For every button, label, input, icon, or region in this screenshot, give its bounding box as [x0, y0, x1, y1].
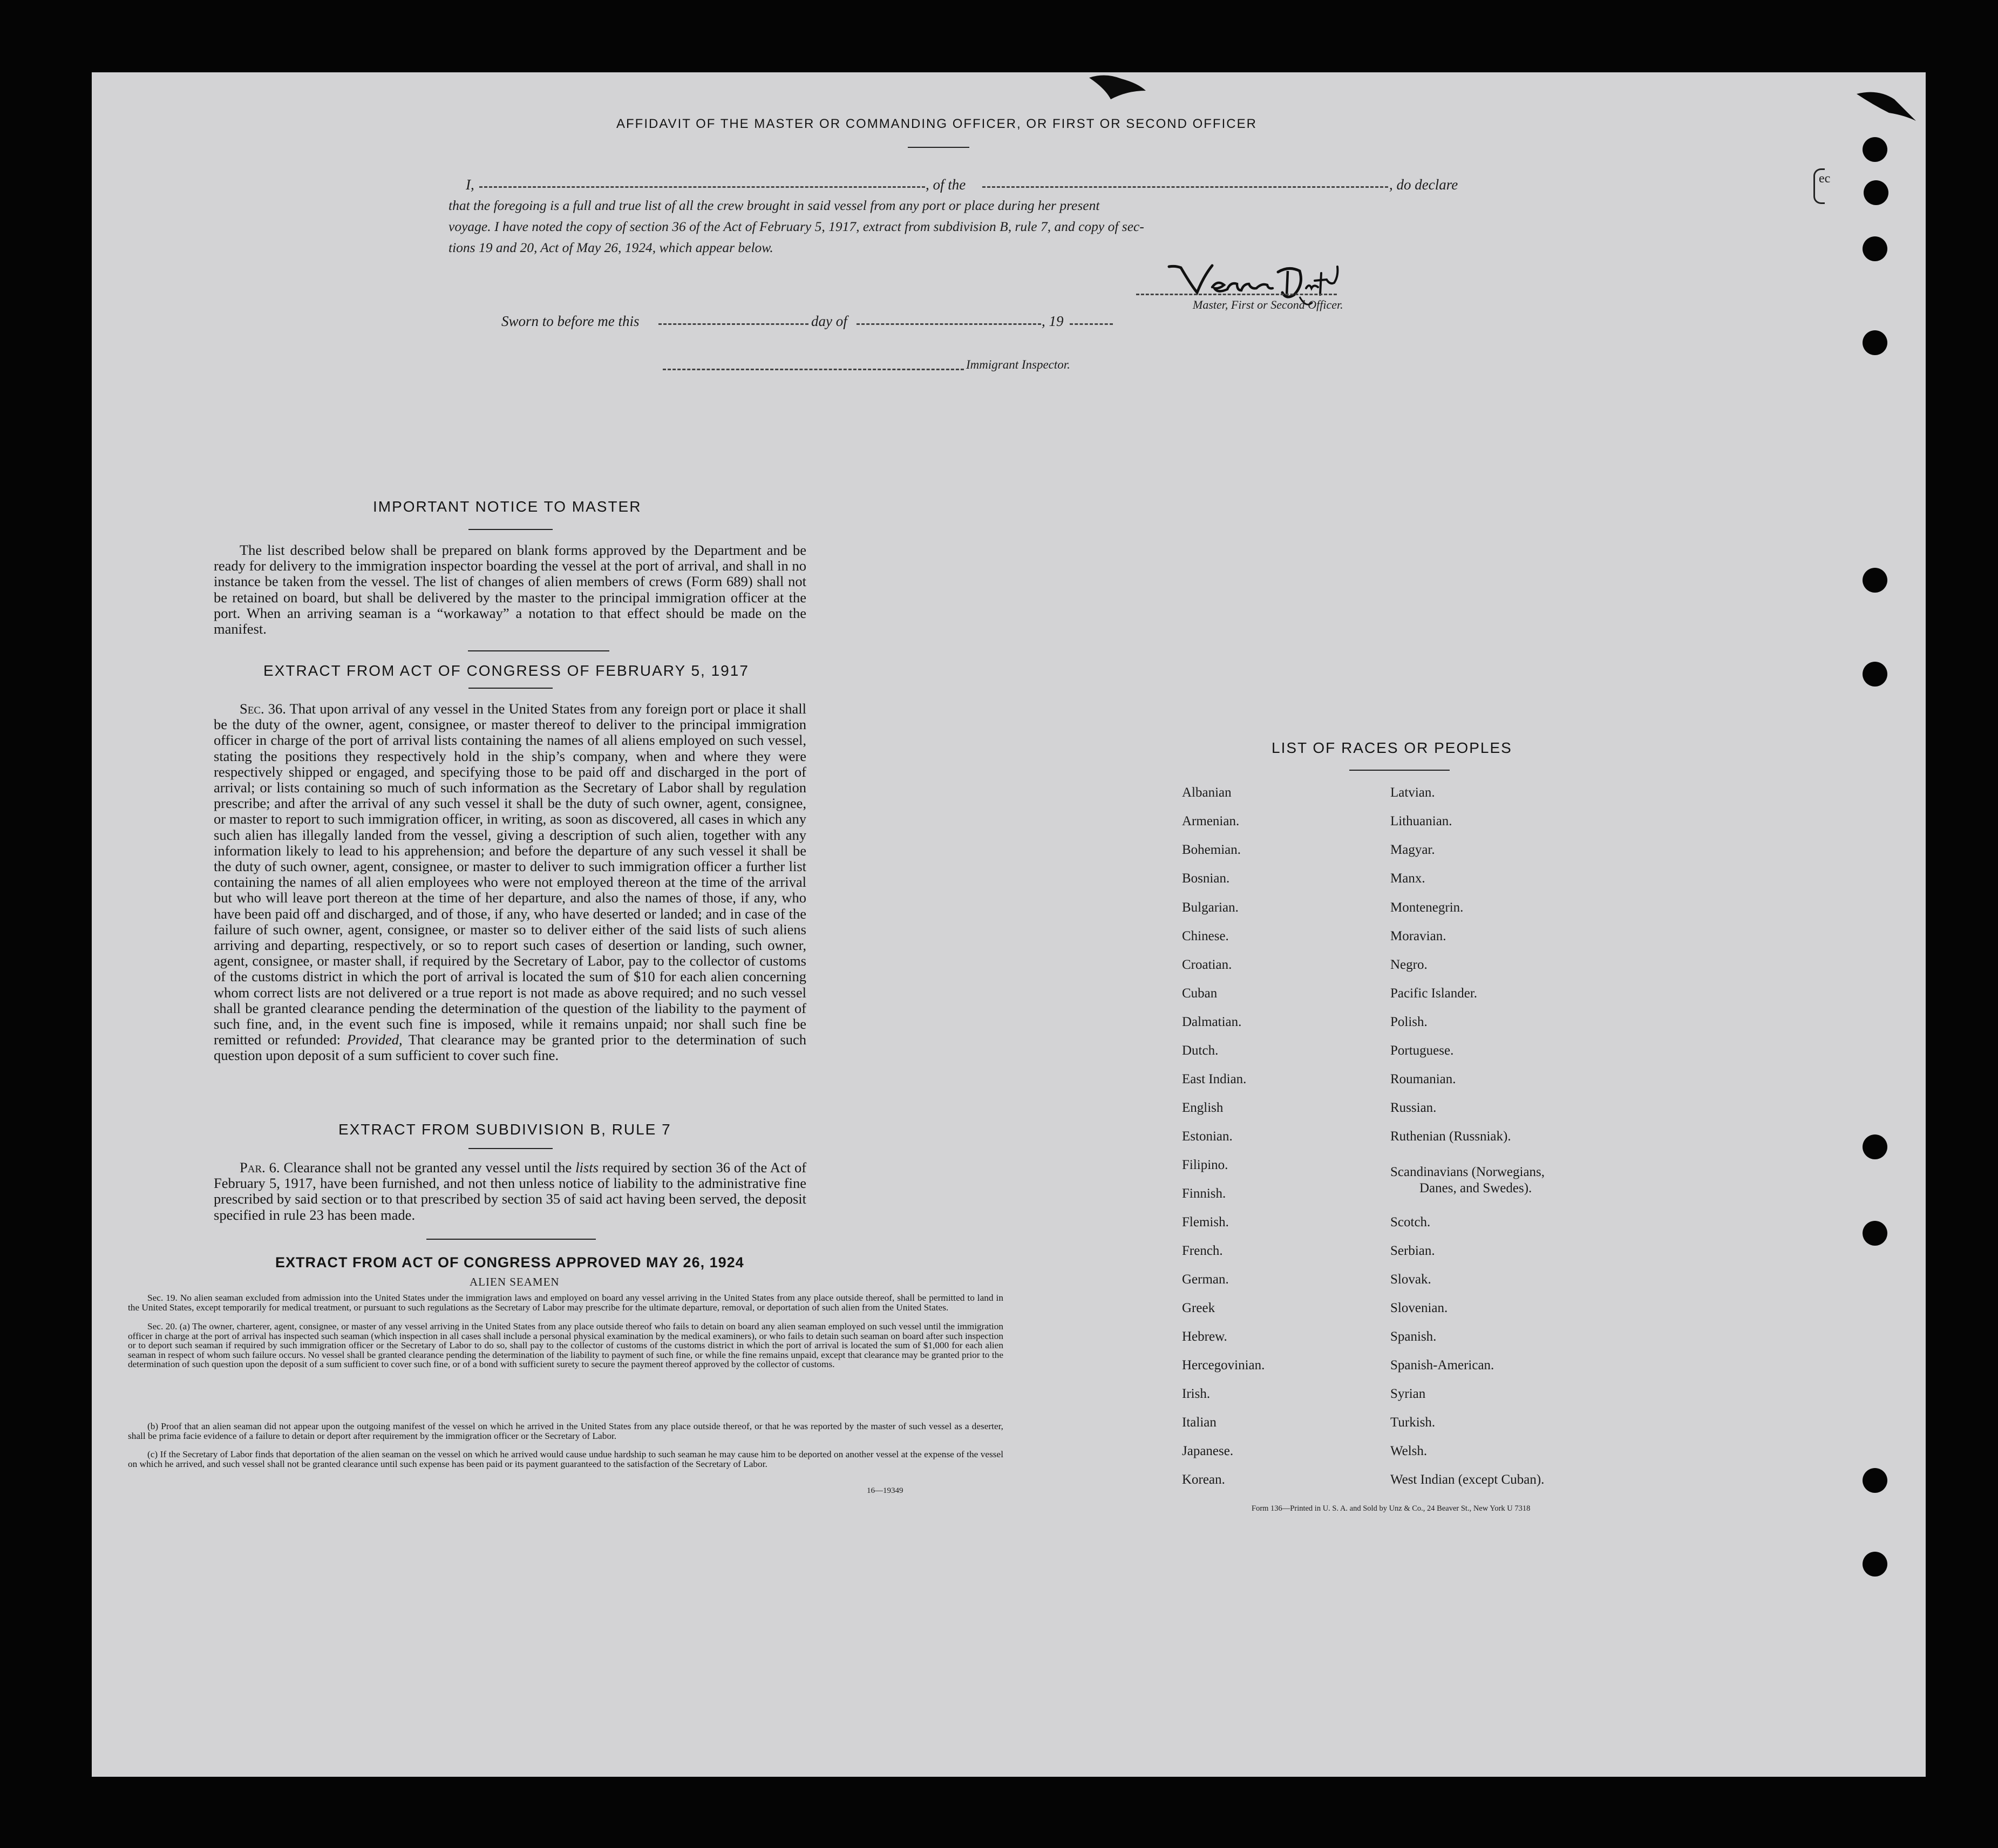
race-item: Filipino. — [1182, 1158, 1228, 1172]
race-item: Scotch. — [1390, 1215, 1431, 1229]
race-item: Spanish. — [1390, 1329, 1437, 1344]
race-item: Italian — [1182, 1415, 1217, 1430]
vessel-label: , of the — [926, 176, 966, 193]
race-item: Flemish. — [1182, 1215, 1229, 1229]
section-20a-text: Sec. 20. (a) The owner, charterer, agent, consignee, or master of any vessel arriving in the United States from any place outside thereof who fails to detain on board any alien seaman employed on such vessel until the immigration officer in charge at the port of arrival has inspected such seaman (which inspection in all cases shall include a personal physical examination by the medical examiners), or who fails to detain such seaman on board after such inspection or to deport such seaman if required by such immigration officer or the Secretary of Labor to do so, shall pay to the collector of customs of the customs district in which the port of arrival is located the sum of $1,000 for each alien seaman in respect of whom such failure occurs. No vessel shall be granted clearance pending the determination of the liability to payment of such fine, or while the fine remains unpaid, except that clearance may be granted prior to the determination of such question upon the deposit of a sum sufficient to cover such fine, or of a bond with sufficient surety to secure the payment thereof approved by the collector of customs. — [128, 1321, 1003, 1369]
race-item: Japanese. — [1182, 1444, 1234, 1458]
printer-footer: Form 136—Printed in U. S. A. and Sold by Unz & Co., 24 Beaver St., New York U 7318 — [1252, 1504, 1531, 1513]
document-page — [92, 72, 1926, 1777]
race-item: Syrian — [1390, 1387, 1426, 1401]
declarant-name-field — [479, 186, 925, 188]
declare-label: , do declare — [1389, 176, 1458, 193]
signature-caption: Master, First or Second Officer. — [1193, 298, 1343, 311]
punch-hole — [1863, 662, 1887, 687]
race-item: Hebrew. — [1182, 1329, 1227, 1344]
form-code: 16—19349 — [867, 1486, 903, 1495]
race-item: French. — [1182, 1244, 1223, 1258]
race-item: East Indian. — [1182, 1072, 1247, 1086]
race-item: Albanian — [1182, 785, 1232, 800]
race-item: German. — [1182, 1272, 1229, 1287]
race-item: Korean. — [1182, 1472, 1225, 1487]
race-item: Lithuanian. — [1390, 814, 1452, 828]
race-item: Danes, and Swedes). — [1419, 1181, 1532, 1195]
notice-end-rule — [468, 650, 609, 651]
race-item: Polish. — [1390, 1015, 1428, 1029]
races-title: LIST OF RACES OR PEOPLES — [1272, 739, 1512, 756]
extract-1917-title: EXTRACT FROM ACT OF CONGRESS OF FEBRUARY 5, 1917 — [263, 662, 749, 679]
race-item: Roumanian. — [1390, 1072, 1456, 1086]
race-item: Montenegrin. — [1390, 900, 1464, 915]
punch-hole — [1863, 568, 1887, 593]
bracket-mark — [1813, 168, 1825, 204]
declarant-label: I, — [466, 176, 474, 193]
race-item: Moravian. — [1390, 929, 1446, 943]
notice-title: IMPORTANT NOTICE TO MASTER — [373, 498, 642, 515]
sworn-label: Sworn to before me this — [501, 313, 640, 329]
signature-line — [1136, 294, 1337, 295]
punch-hole — [1863, 236, 1887, 261]
race-item: Bulgarian. — [1182, 900, 1239, 915]
affidavit-title-rule — [908, 147, 969, 148]
punch-hole — [1863, 1134, 1887, 1159]
torn-corner-mark — [1857, 89, 1921, 126]
race-item: Turkish. — [1390, 1415, 1436, 1430]
extract-1924-title: EXTRACT FROM ACT OF CONGRESS APPROVED MAY 26, 1924 — [275, 1254, 744, 1270]
race-item: Estonian. — [1182, 1129, 1233, 1144]
section-20b-text: (b) Proof that an alien seaman did not appear upon the outgoing manifest of the vessel on which he arrived in the United States from any place outside thereof, or that he was reported by the master of such vessel as a deserter, shall be prima facie evidence of a failure to detain or deport after requirement by the immigration officer or the Secretary of Labor. — [128, 1421, 1003, 1441]
race-item: Latvian. — [1390, 785, 1435, 800]
race-item: Magyar. — [1390, 843, 1435, 857]
sworn-day-field — [658, 323, 808, 325]
race-item: Armenian. — [1182, 814, 1240, 828]
punch-hole — [1863, 1552, 1887, 1577]
race-item: Russian. — [1390, 1100, 1437, 1115]
race-item: Chinese. — [1182, 929, 1229, 943]
day-of-label: day of — [811, 313, 847, 329]
race-item: Slovenian. — [1390, 1301, 1448, 1315]
race-item: West Indian (except Cuban). — [1390, 1472, 1545, 1487]
punch-hole — [1863, 137, 1887, 162]
race-item: Welsh. — [1390, 1444, 1428, 1458]
rule-7-text: Par. 6. Clearance shall not be granted any vessel until the lists required by section 36 of the Act of February 5, 1917, have been furnished, and not then unless notice of liability to the administrative fine prescribed by said section or to that prescribed by section 35 of said act having been served, the deposit specified in rule 23 has been made. — [214, 1159, 807, 1223]
races-title-rule — [1349, 770, 1450, 771]
affidavit-title: AFFIDAVIT OF THE MASTER OR COMMANDING OFFICER, OR FIRST OR SECOND OFFICER — [616, 117, 1257, 131]
inspector-caption: Immigrant Inspector. — [966, 358, 1070, 371]
race-item: Serbian. — [1390, 1244, 1435, 1258]
race-item: Slovak. — [1390, 1272, 1431, 1287]
race-item: Cuban — [1182, 986, 1218, 1001]
race-item: Manx. — [1390, 871, 1425, 886]
notice-text: The list described below shall be prepared on blank forms approved by the Department and be ready for delivery to the immigration inspector boarding the vessel at the port of arrival, and shall in no instance be taken from the vessel. The list of changes of alien members of crews (Form 689) shall not be retained on board, but shall be delivered by the master to the principal immigration officer at the port. When an arriving seaman is a “workaway” a notation to that effect should be made on the manifest. — [214, 542, 806, 637]
race-item: Bosnian. — [1182, 871, 1230, 886]
punch-hole — [1863, 1468, 1887, 1493]
year-label: , 19 — [1042, 313, 1064, 329]
rule-7-title-rule — [468, 1148, 553, 1149]
torn-top-mark — [1089, 72, 1148, 105]
race-item: Hercegovinian. — [1182, 1358, 1265, 1373]
rule-7-title: EXTRACT FROM SUBDIVISION B, RULE 7 — [338, 1121, 671, 1138]
rule-7-end-rule — [426, 1239, 596, 1240]
race-item: Pacific Islander. — [1390, 986, 1478, 1001]
race-item: Irish. — [1182, 1387, 1211, 1401]
race-item: Scandinavians (Norwegians, — [1390, 1165, 1545, 1179]
alien-seamen-subtitle: ALIEN SEAMEN — [470, 1275, 560, 1288]
race-item: Spanish-American. — [1390, 1358, 1494, 1373]
punch-hole — [1863, 1221, 1887, 1246]
punch-hole — [1863, 330, 1887, 355]
section-20c-text: (c) If the Secretary of Labor finds that deportation of the alien seaman on the vessel on which he arrived would cause undue hardship to such seaman he may cause him to be deported on another vessel at the expense of the vessel on which he arrived, and such vessel shall not be granted clearance until such expense has been paid or its payment guaranteed to the satisfaction of the Secretary of Labor. — [128, 1449, 1003, 1469]
race-item: Ruthenian (Russniak). — [1390, 1129, 1511, 1144]
punch-hole — [1864, 180, 1888, 205]
sworn-month-field — [857, 323, 1041, 325]
affidavit-line-2: that the foregoing is a full and true list of all the crew brought in said vessel from any port or place during her present — [448, 198, 1100, 213]
affidavit-line-3: voyage. I have noted the copy of section 36 of the Act of February 5, 1917, extract from subdivision B, rule 7, and copy of sec- — [448, 219, 1144, 234]
sworn-year-field — [1070, 323, 1113, 325]
section-19-text: Sec. 19. No alien seaman excluded from admission into the United States under the immigration laws and employed on board any vessel arriving in the United States from any place outside thereof, shall be permitted to land in the United States, except temporarily for medical treatment, or pursuant to such regulations as the Secretary of Labor may prescribe for the ultimate departure, removal, or deportation of such alien from the United States. — [128, 1293, 1003, 1313]
race-item: Croatian. — [1182, 957, 1232, 972]
race-item: Portuguese. — [1390, 1043, 1454, 1058]
vessel-name-field — [982, 186, 1388, 188]
race-item: Negro. — [1390, 957, 1428, 972]
inspector-signature-line — [663, 369, 964, 370]
margin-mark: ec — [1819, 172, 1831, 186]
extract-1917-title-rule — [468, 688, 553, 689]
section-36-text: Sec. 36. That upon arrival of any vessel in the United States from any foreign port or place it shall be the duty of the owner, agent, consignee, or master thereof to deliver to the principal immigration officer in charge of the port of arrival lists containing the names of all aliens employed on such vessel, stating the positions they respectively hold in the ship’s company, when and where they were respectively shipped or engaged, and specifying those to be paid off and discharged in the port of arrival; or lists containing so much of such information as the Secretary of Labor shall by regulation prescribe; and after the arrival of any such vessel it shall be the duty of such owner, agent, consignee, or master to report to such immigration officer, in writing, as soon as discovered, all cases in which any such alien has illegally landed from the vessel, giving a description of such alien, together with any information likely to lead to his apprehension; and before the departure of any such vessel it shall be the duty of such owner, agent, consignee, or master to deliver to such immigration officer a further list containing the names of all alien employees who were not employed thereon at the time of the arrival but who will leave port thereon at the time of her departure, and also the names of those, if any, who have been paid off and discharged, and of those, if any, who have deserted or landed; and in case of the failure of such owner, agent, consignee, or master so to deliver either of the said lists of such aliens arriving and departing, respectively, or so to report such cases of desertion or landing, such owner, agent, consignee, or master shall, if required by the Secretary of Labor, pay to the collector of customs of the customs district in which the port of arrival is located the sum of $10 for each alien concerning whom correct lists are not delivered or a true report is not made as above required; and no such vessel shall be granted clearance pending the determination of the question of the liability to the payment of such fine, and, in the event such fine is imposed, while it remains unpaid; nor shall such fine be remitted or refunded: Provided, That clearance may be granted prior to the determination of such question upon deposit of a sum sufficient to cover such fine. — [214, 701, 807, 1064]
notice-title-rule — [468, 529, 553, 530]
race-item: English — [1182, 1100, 1224, 1115]
race-item: Dutch. — [1182, 1043, 1219, 1058]
affidavit-line-4: tions 19 and 20, Act of May 26, 1924, which appear below. — [448, 240, 773, 255]
race-item: Finnish. — [1182, 1186, 1226, 1201]
race-item: Greek — [1182, 1301, 1215, 1315]
race-item: Dalmatian. — [1182, 1015, 1242, 1029]
race-item: Bohemian. — [1182, 843, 1241, 857]
